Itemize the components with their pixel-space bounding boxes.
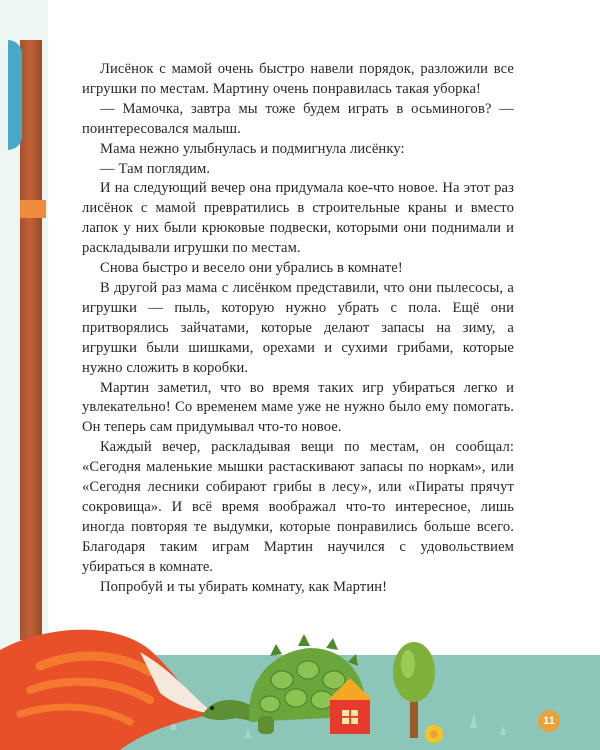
page-number: 11	[538, 710, 560, 732]
paragraph: Каждый вечер, раскладывая вещи по местам, он сообщал: «Сегодня маленькие мышки растаскивают запасы по норкам», или «Сегодня лесники собирают грибы в лесу», или «Пираты прячут сокровища». И всё время воображал что-то интересное, лишь иногда повторяя те выдумки, которые понравились больше всего. Благодаря таким играм Мартин научился с удовольствием убираться в комнате.	[82, 439, 514, 575]
fox-tail-icon	[0, 630, 215, 750]
paragraph: Попробуй и ты убирать комнату, как Мартин!	[100, 578, 388, 595]
tree-toy-icon	[393, 642, 435, 738]
paragraph: Лисёнок с мамой очень быстро навели порядок, разложили все игрушки по местам. Мартину очень понравилась такая уборка!	[82, 61, 514, 97]
paragraph: Мартин заметил, что во время таких игр убираться легко и увлекательно! Со временем маме уже не нужно было ему помогать. Он теперь сам придумывал что-то новое.	[82, 379, 514, 436]
paragraph: — Мамочка, завтра мы тоже будем играть в осьминогов? — поинтересовался малыш.	[82, 100, 514, 137]
paragraph: — Там поглядим.	[100, 160, 211, 177]
paragraph: И на следующий вечер она придумала кое-что новое. На этот раз лисёнок с мамой превратились в строительные краны и вместо лапок у них были крюковые подвески, которыми они поднимали и раскладывали игрушки по местам.	[82, 180, 514, 257]
paragraph: Мама нежно улыбнулась и подмигнула лисёнку:	[100, 140, 405, 157]
paragraph: Снова быстро и весело они убрались в комнате!	[100, 260, 403, 277]
story-text	[82, 60, 514, 597]
snail-toy-icon	[425, 725, 443, 743]
paragraph: В другой раз мама с лисёнком представили, что они пылесосы, а игрушки — пыль, которую нужно убрать с пола. Ещё они притворялись зайчатами, которые делают запасы на зиму, а игрушки были шишками, орехами и сухими грибами, которые нужно сложить в коробки.	[82, 279, 514, 376]
